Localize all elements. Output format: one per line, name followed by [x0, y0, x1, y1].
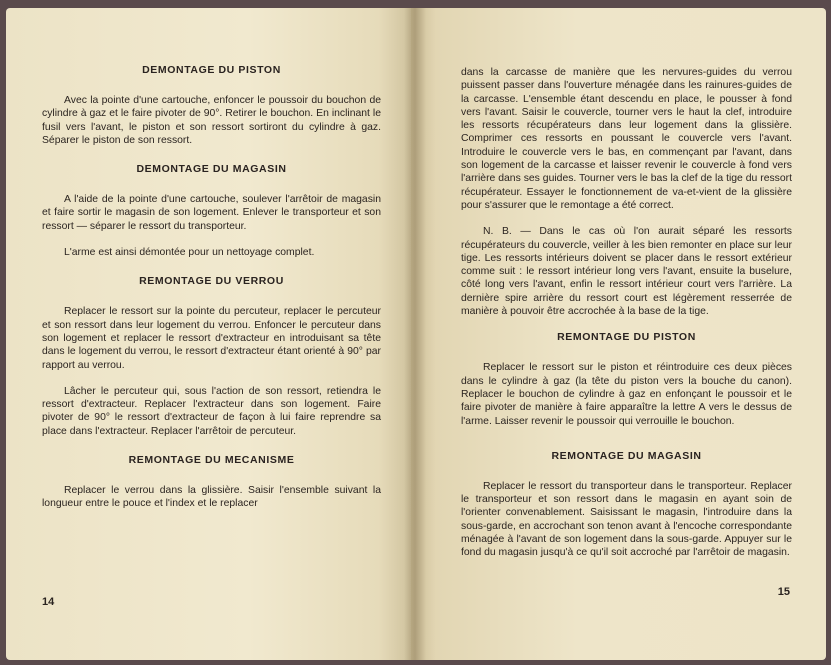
section-remontage-mecanisme — [42, 454, 381, 511]
page-number-right: 15 — [777, 586, 790, 598]
section-title: REMONTAGE DU MECANISME — [128, 454, 295, 467]
paragraph: A l'aide de la pointe d'une cartouche, soulever l'arrêtoir de magasin et faire sortir le magasin de son logement. Enlever le transporteur et son ressort — séparer le ressort du transporteur. — [42, 194, 381, 232]
section-remontage-piston — [461, 331, 792, 427]
section-demontage-piston — [42, 64, 381, 147]
paragraph: L'arme est ainsi démontée pour un nettoyage complet. — [64, 247, 315, 259]
paragraph: dans la carcasse de manière que les nervures-guides du verrou puissent passer dans l'ouverture ménagée dans les rainures-guides de la carcasse. L'ensemble étant descendu en place, le pousser à fond vers l'avant. Saisir le couvercle, tourner vers le haut la clef, introduire les ressorts récupérateurs dans leur logement dans la glissière. Comprimer ces ressorts en poussant le couvercle vers l'avant. Introduire le couvercle vers le bas, en commençant par l'avant, dans son logement de la carcasse et laisser revenir le couvercle à fond vers l'arrière dans ses guides. Tourner vers le bas la clef de la tige du ressort récupérateur. Essayer le fonctionnement de va-et-vient de la glissière pour s'assurer que le remontage a été correct. — [461, 67, 792, 211]
paragraph: Replacer le ressort sur le piston et réintroduire ces deux pièces dans le cylindre à gaz (la tête du piston vers la bouche du canon). Replacer le bouchon de cylindre à gaz en enfonçant le poussoir et le faire pivoter de manière à faire apparaître la lettre A vers le dessus de l'arme. Laisser revenir le poussoir qui verrouille le bouchon. — [461, 362, 792, 427]
section-remontage-verrou — [42, 275, 381, 438]
section-title: REMONTAGE DU VERROU — [139, 275, 284, 288]
left-page — [6, 8, 411, 660]
paragraph: Lâcher le percuteur qui, sous l'action de son ressort, retiendra le ressort d'extracteur. Replacer l'extracteur dans son logement. Faire pivoter de 90° le ressort d'extracteur de façon à lui faire reprendre sa place dans l'extracteur. Replacer l'arrêtoir de percuteur. — [42, 385, 381, 437]
paragraph-note: N. B. — Dans le cas où l'on aurait séparé les ressorts récupérateurs du couvercle, veiller à les bien remonter en place sur leur tige. Les ressorts intérieurs doivent se placer dans le ressort extérieur comme suit : le ressort intérieur long vers l'avant, ensuite la buselure, côté long vers l'avant, enfin le ressort intérieur court vers l'arrière. La dernière spire arrière du ressort court est légèrement resserrée de manière à pouvoir être accrochée à la base de la tige. — [461, 226, 792, 318]
page-number-left: 14 — [42, 596, 55, 608]
section-title: DEMONTAGE DU MAGASIN — [136, 163, 287, 176]
section-title: DEMONTAGE DU PISTON — [142, 64, 281, 76]
paragraph: Replacer le ressort du transporteur dans le transporteur. Replacer le transporteur et son ressort dans le magasin en ayant soin de l'orienter convenablement. Saisissant le magasin, l'introduire dans la sous-garde, en accrochant son tenon avant à l'encoche correspondante ménagée à l'avant de son logement dans la sous-garde. Appuyer sur le fond du magasin jusqu'à ce qu'il soit accroché par l'arrêtoir de magasin. — [461, 480, 792, 559]
section-remontage-magasin — [461, 450, 792, 560]
paragraph: Replacer le verrou dans la glissière. Saisir l'ensemble suivant la longueur entre le pouce et l'index et le replacer — [42, 485, 381, 510]
section-demontage-magasin — [42, 163, 381, 259]
paragraph: Replacer le ressort sur la pointe du percuteur, replacer le percuteur et son ressort dans leur logement du verrou. Enfoncer le percuteur dans son logement et replacer le ressort d'extracteur en introduisant sa tête dans le logement du verrou, le ressort d'extracteur étant orienté à 90° par rapport au verrou. — [42, 306, 381, 371]
right-page — [411, 8, 826, 660]
section-title: REMONTAGE DU PISTON — [557, 331, 696, 344]
section-title: REMONTAGE DU MAGASIN — [551, 449, 702, 462]
paragraph: Avec la pointe d'une cartouche, enfoncer le poussoir du bouchon de cylindre à gaz et le faire pivoter de 90°. Retirer le bouchon. En inclinant le fusil vers l'avant, le piston et son ressort sortiront du cylindre à gaz. Séparer le piston de son ressort. — [42, 95, 381, 146]
open-booklet — [6, 8, 826, 660]
